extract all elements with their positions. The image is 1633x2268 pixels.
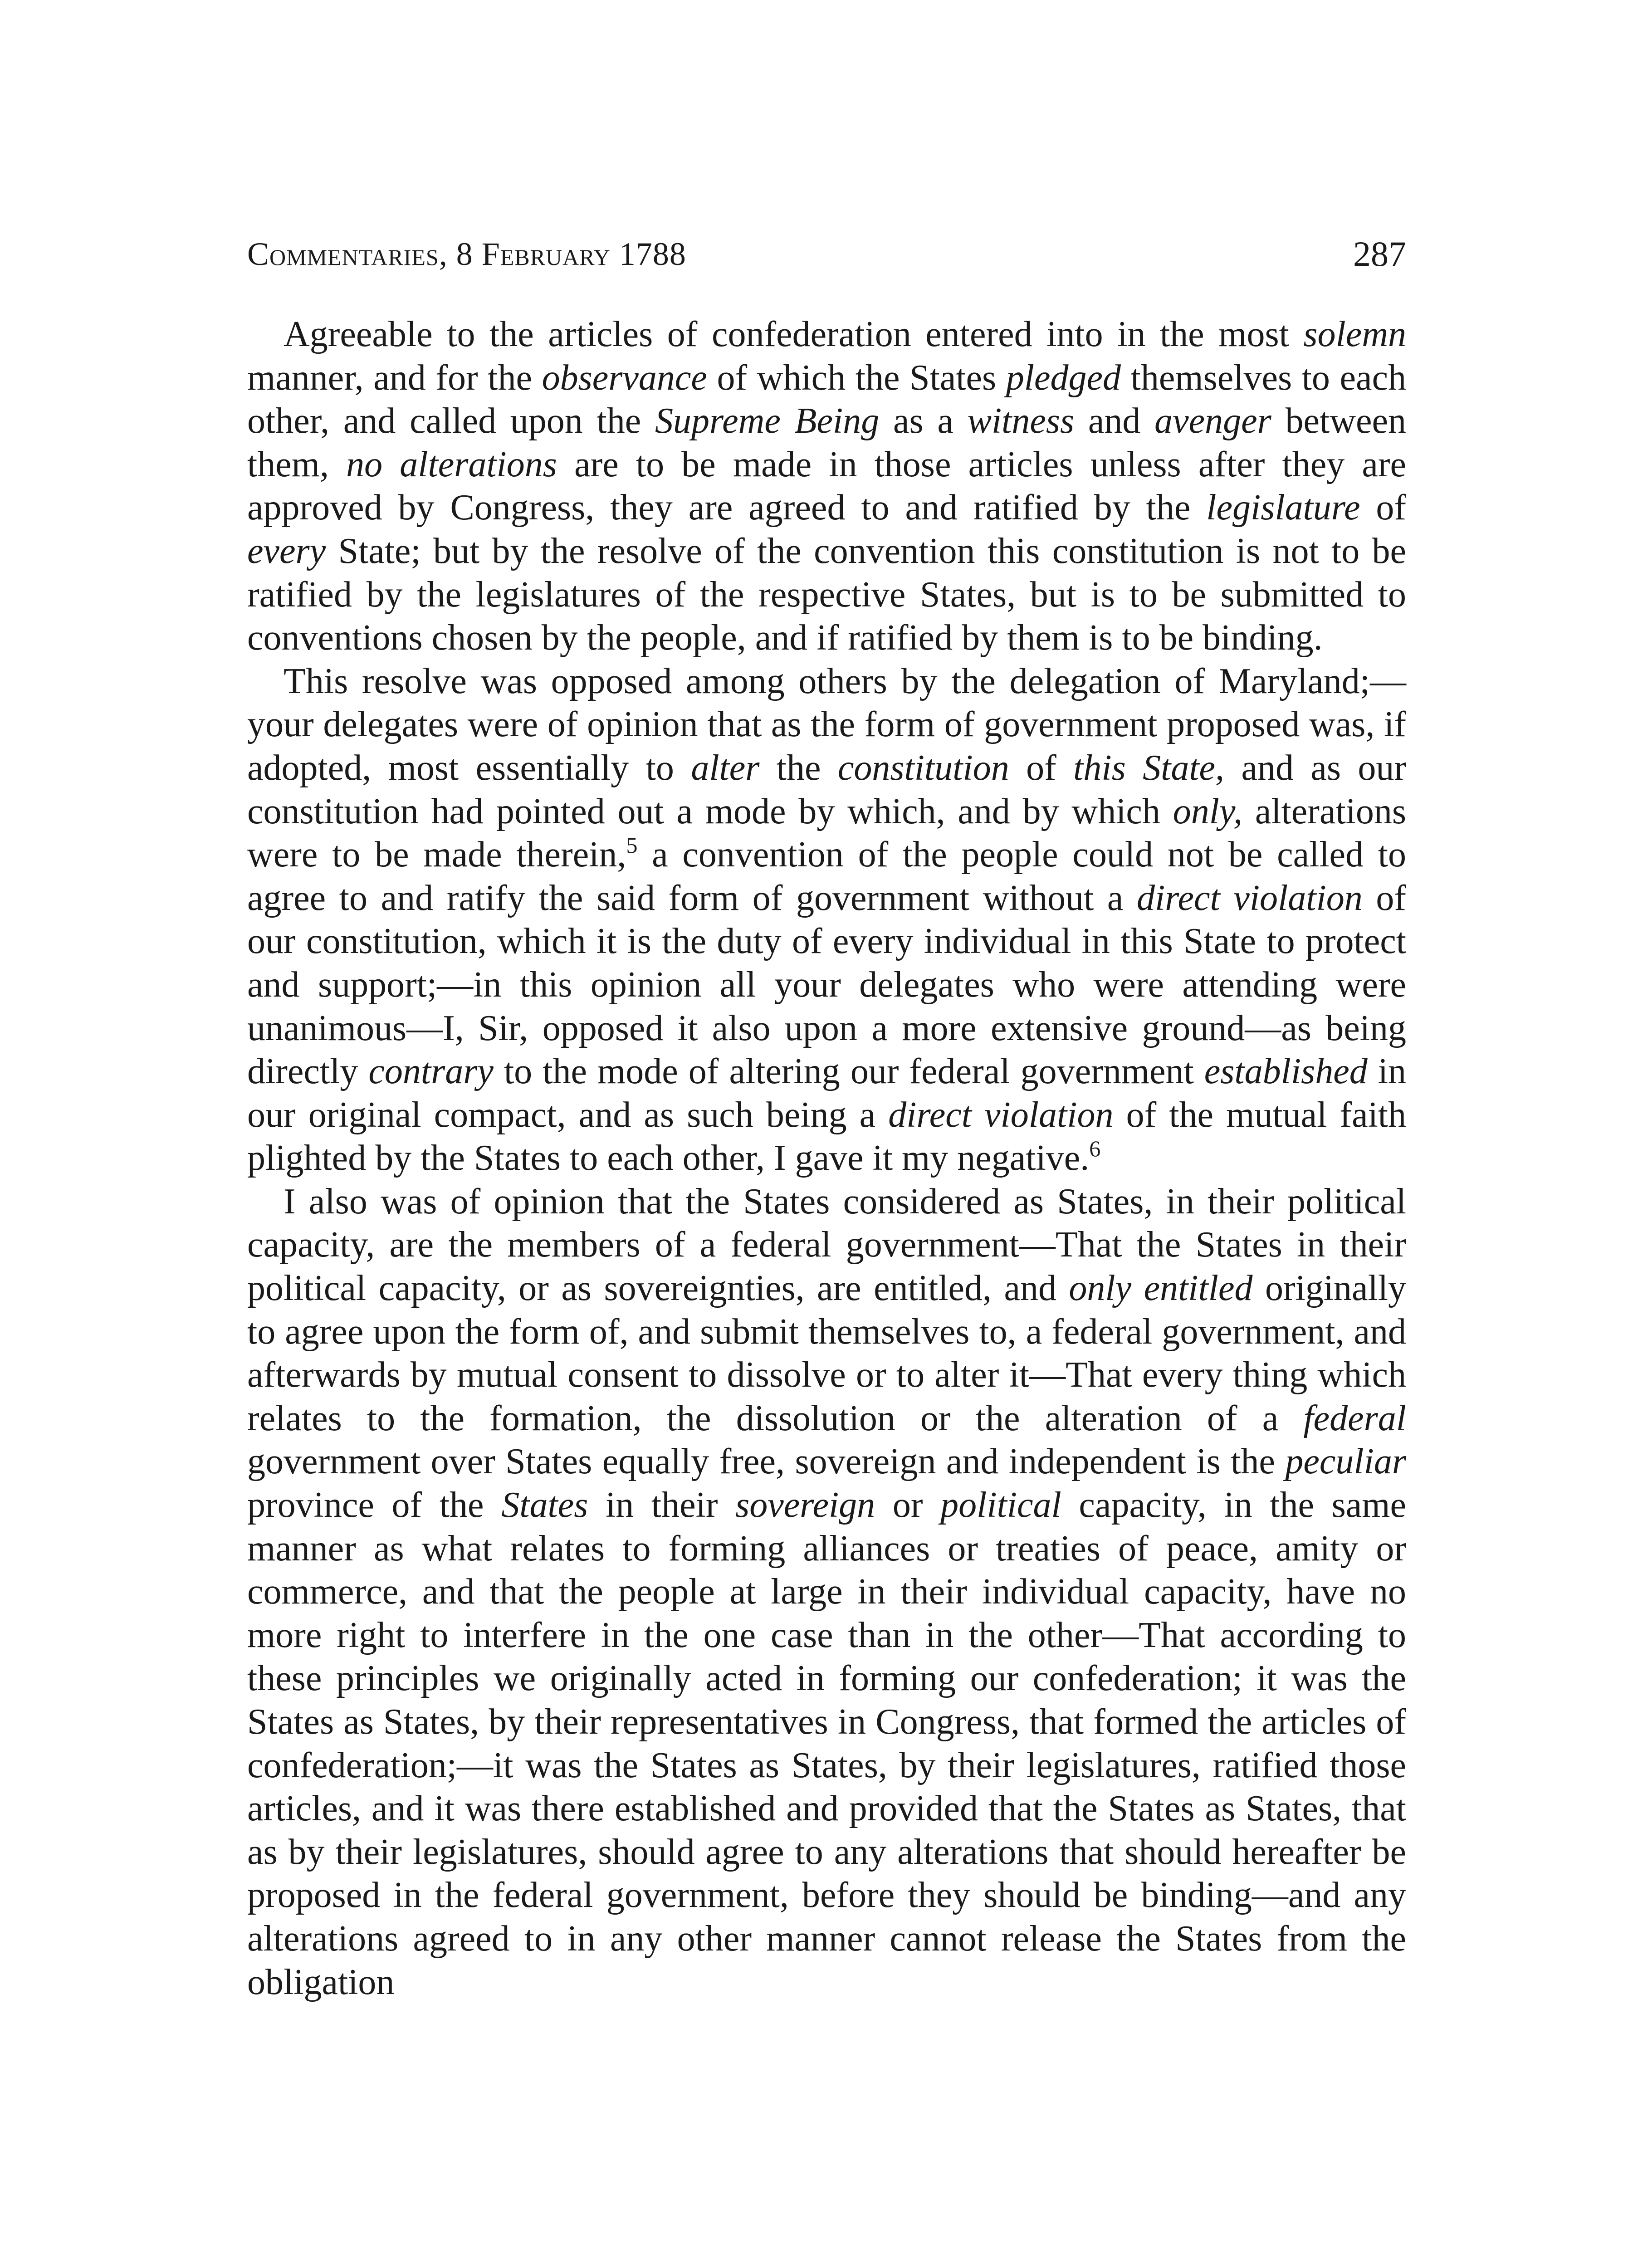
italic-text: sovereign — [735, 1485, 875, 1525]
page-number: 287 — [1353, 234, 1406, 274]
text-segment: of — [1376, 488, 1407, 528]
italic-text: pledged — [1006, 357, 1121, 398]
italic-text: no alterations — [346, 444, 557, 484]
italic-text: constitution — [837, 748, 1009, 788]
italic-text: direct violation — [888, 1095, 1114, 1135]
paragraph-2 — [247, 660, 1406, 1180]
text-segment: and — [1088, 401, 1141, 441]
body-text — [247, 313, 1406, 2004]
text-segment: of the mutual faith plighted by the States to each other, I gave it my negative. — [247, 1095, 1407, 1178]
text-segment: of — [1026, 748, 1056, 788]
text-segment: This resolve was opposed among others by the delegation of Maryland;—your delegates were of opinion that as the form of government proposed was, if adopted, most essentially to — [247, 661, 1406, 788]
italic-text: avenger — [1154, 401, 1271, 441]
text-segment: manner, and for the — [247, 357, 532, 398]
text-segment: of our constitution, which it is the duty of every individual in this State to protect and support;—in this opinion all your delegates who were attending were unanimous—I, Sir, opposed it also upon a more extensive ground—as being directly — [247, 878, 1407, 1092]
text-segment: the — [776, 748, 821, 788]
italic-text: solemn — [1303, 314, 1407, 354]
text-segment: to the mode of altering our federal government — [504, 1051, 1194, 1092]
text-segment: themselves to each other, and called upon the — [247, 357, 1407, 441]
italic-text: this State, — [1073, 748, 1225, 788]
text-segment: of which the States — [717, 357, 997, 398]
italic-text: Supreme Being — [655, 401, 880, 441]
text-segment: State; but by the resolve of the convention this constitution is not to be ratified by the legislatures of the respective States, but is to be submitted to conventions chosen by the people, and if ratified by them is to be binding. — [247, 531, 1407, 658]
text-segment: capacity, in the same manner as what relates to forming alliances or treaties of peace, amity or commerce, and that the people at large in their individual capacity, have no more right to interfere in the one case than in the other—That according to these principles we originally acted in forming our confederation; it was the States as States, by their representatives in Congress, that formed the articles of confederation;—it was the States as States, by their legislatures, ratified those articles, and it was there established and provided that the States as States, that as by their legislatures, should agree to any alterations that should hereafter be proposed in the federal government, before they should be binding—and any alterations agreed to in any other manner cannot release the States from the obligation — [247, 1485, 1407, 2002]
italic-text: peculiar — [1285, 1442, 1406, 1482]
italic-text: political — [940, 1485, 1061, 1525]
text-segment: are to be made in those articles unless after they are approved by Congress, they are agreed to and ratified by the — [247, 444, 1407, 528]
text-segment: in their — [605, 1485, 718, 1525]
running-head — [247, 229, 1406, 279]
text-segment: and as our constitution had pointed out a mode by which, and by which — [247, 748, 1407, 831]
text-segment: between them, — [247, 401, 1407, 484]
paragraph-3 — [247, 1180, 1406, 2004]
italic-text: States — [501, 1485, 588, 1525]
text-segment: Agreeable to the articles of confederation entered into in the most — [284, 314, 1289, 354]
text-segment: province of the — [247, 1485, 484, 1525]
text-segment: I also was of opinion that the States considered as States, in their political capacity, are the members of a federal government—That the States in their political capacity, or as sovereignties, are entitled, and — [247, 1181, 1406, 1309]
running-head-title: Commentaries, 8 February 1788 — [247, 236, 686, 272]
text-segment: or — [892, 1485, 923, 1525]
text-segment: a convention of the people could not be called to agree to and ratify the said form of government without a — [247, 835, 1407, 918]
text-segment: alterations were to be made therein, — [247, 791, 1407, 875]
italic-text: established — [1204, 1051, 1368, 1092]
text-segment: government over States equally free, sovereign and independent is the — [247, 1442, 1275, 1482]
italic-text: federal — [1303, 1398, 1406, 1438]
italic-text: direct violation — [1137, 878, 1363, 918]
text-segment: in our original compact, and as such being a — [247, 1051, 1407, 1135]
italic-text: contrary — [368, 1051, 494, 1092]
italic-text: observance — [542, 357, 707, 398]
text-segment: as a — [893, 401, 953, 441]
text-segment: originally to agree upon the form of, and submit themselves to, a federal government, and afterwards by mutual consent to dissolve or to alter it—That every thing which relates to the formation, the dissolution or the alteration of a — [247, 1268, 1406, 1438]
italic-text: alter — [691, 748, 760, 788]
italic-text: witness — [967, 401, 1075, 441]
italic-text: legislature — [1206, 488, 1360, 528]
italic-text: only, — [1173, 791, 1243, 831]
italic-text: only entitled — [1069, 1268, 1253, 1309]
italic-text: every — [247, 531, 326, 571]
paragraph-1 — [247, 313, 1406, 660]
footnote-marker: 6 — [1089, 1136, 1101, 1162]
footnote-marker: 5 — [626, 832, 638, 858]
